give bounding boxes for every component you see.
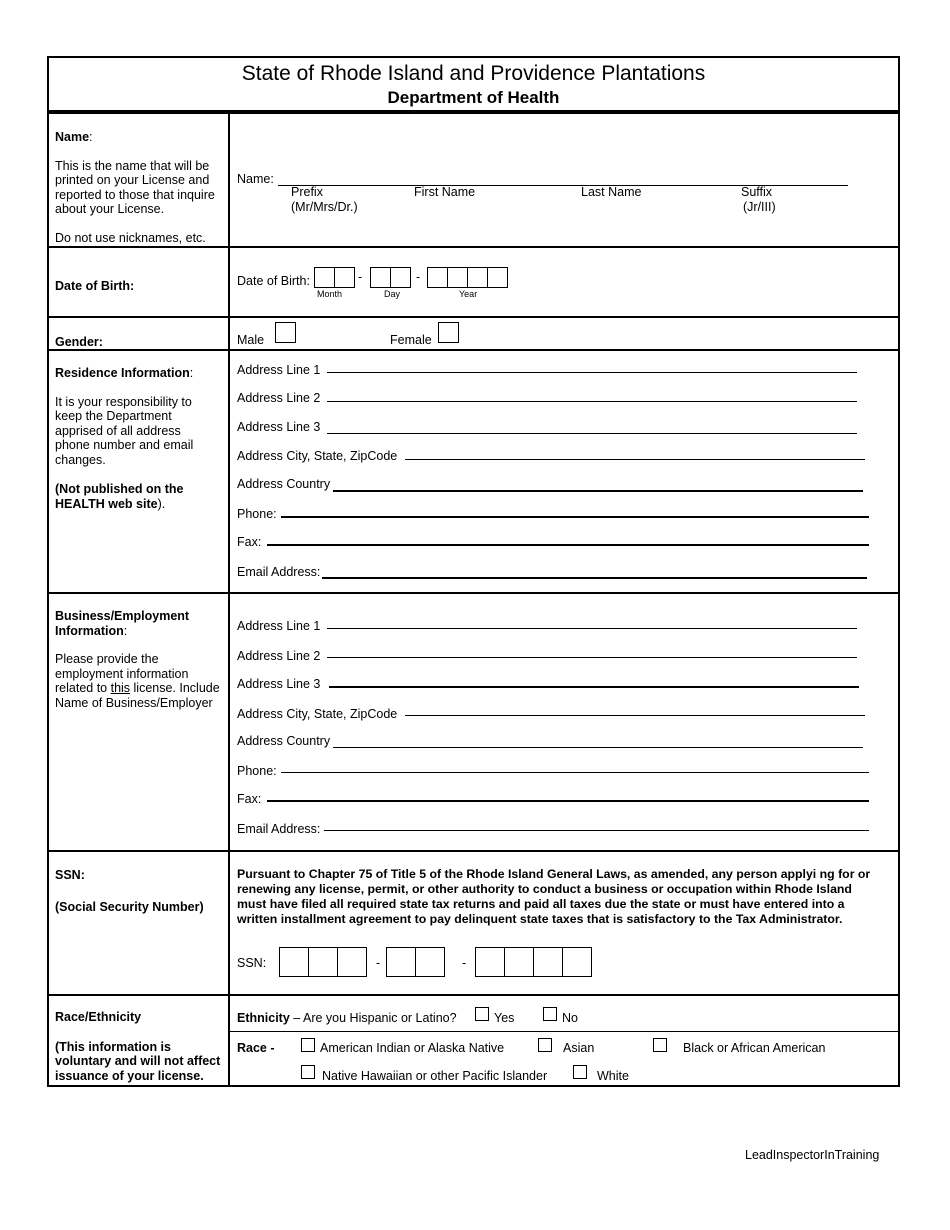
ssn-sep-1: -: [376, 956, 381, 970]
business-heading-1: Business/Employment: [55, 609, 190, 623]
application-form: [47, 56, 900, 1087]
ssn-label-cell: [49, 852, 230, 994]
res-address-line-3-input[interactable]: [327, 433, 857, 434]
dob-field-label: Date of Birth:: [237, 274, 310, 288]
suffix-hint: (Jr/III): [743, 200, 776, 214]
name-label-cell: [49, 114, 230, 246]
ethnicity-label: Ethnicity: [237, 1011, 290, 1025]
dob-field-cell: [230, 248, 898, 316]
race-asian-checkbox[interactable]: [538, 1038, 552, 1052]
race-asian-label: Asian: [563, 1041, 595, 1055]
bus-country-label: Address Country: [237, 734, 331, 748]
business-desc-4: Name of Business/Employer: [55, 695, 213, 710]
bus-city-input[interactable]: [405, 715, 865, 716]
residence-desc-4: phone number and email: [55, 438, 194, 452]
ssn-field-label: SSN:: [237, 956, 267, 970]
bus-phone-label: Phone:: [237, 764, 277, 778]
bus-address-line-2-input[interactable]: [327, 657, 857, 658]
ssn-box-8[interactable]: [533, 947, 563, 977]
business-desc-2: employment information: [55, 666, 189, 681]
name-desc-4: about your License.: [55, 202, 165, 216]
department-title: Department of Health: [387, 88, 560, 107]
dob-year-caption: Year: [459, 289, 478, 299]
ethnicity-q: – Are you Hispanic or Latino?: [289, 1011, 457, 1025]
residence-note-2: HEALTH web site: [55, 496, 158, 511]
dob-year-box-2[interactable]: [447, 267, 468, 288]
ssn-box-2[interactable]: [308, 947, 338, 977]
ssn-notice-line-4: written installment agreement to pay delinquent state taxes that is satisfactory to the Tax Administrator.: [237, 912, 843, 926]
ssn-row: [49, 850, 898, 994]
dob-month-box-2[interactable]: [334, 267, 355, 288]
bus-address-line-1-label: Address Line 1: [237, 619, 321, 633]
dob-row: [49, 246, 898, 316]
name-heading-colon: :: [89, 130, 93, 144]
race-pacific-islander-checkbox[interactable]: [301, 1065, 315, 1079]
dob-day-caption: Day: [384, 289, 401, 299]
race-label-cell: [49, 996, 230, 1087]
state-title: State of Rhode Island and Providence Plantations: [241, 62, 706, 85]
male-label: Male: [237, 333, 265, 347]
bus-country-input[interactable]: [333, 747, 863, 748]
bus-fax-label: Fax:: [237, 792, 262, 806]
residence-desc-1: It is your responsibility to: [55, 394, 192, 409]
race-heading: Race/Ethnicity: [55, 1010, 142, 1024]
ssn-box-4[interactable]: [386, 947, 416, 977]
dob-month-caption: Month: [317, 289, 343, 299]
dob-heading: Date of Birth:: [55, 279, 135, 293]
first-name-label: First Name: [414, 185, 476, 199]
name-desc-1: This is the name that will be: [55, 158, 210, 173]
res-address-line-2-label: Address Line 2: [237, 391, 321, 405]
race-american-indian-label: American Indian or Alaska Native: [320, 1041, 505, 1055]
ethnicity-yes-checkbox[interactable]: [475, 1007, 489, 1021]
dob-sep-2: -: [416, 270, 421, 284]
race-row: [49, 994, 898, 1087]
ssn-box-1[interactable]: [279, 947, 309, 977]
bus-address-line-1-input[interactable]: [327, 628, 857, 629]
race-american-indian-checkbox[interactable]: [301, 1038, 315, 1052]
name-desc-2: printed on your License and: [55, 173, 210, 187]
bus-address-line-3-input[interactable]: [329, 686, 859, 688]
ssn-heading: SSN:: [55, 868, 85, 882]
gender-row: [49, 316, 898, 349]
business-row: [49, 592, 898, 850]
bus-email-input[interactable]: [324, 830, 869, 831]
bus-fax-input[interactable]: [267, 800, 869, 802]
res-address-line-1-input[interactable]: [327, 372, 857, 373]
residence-desc-3: apprised of all address: [55, 423, 181, 438]
ssn-box-3[interactable]: [337, 947, 367, 977]
ssn-box-9[interactable]: [562, 947, 592, 977]
res-city-input[interactable]: [405, 459, 865, 460]
residence-label-cell: [49, 351, 230, 592]
residence-note-1: (Not published on the: [55, 482, 184, 496]
bus-city-label: Address City, State, ZipCode: [237, 707, 398, 721]
dob-year-box-4[interactable]: [487, 267, 508, 288]
res-address-line-1-label: Address Line 1: [237, 363, 321, 377]
ssn-box-7[interactable]: [504, 947, 534, 977]
business-field-cell: [230, 594, 898, 850]
res-email-input[interactable]: [322, 577, 867, 579]
ssn-notice-line-2: renewing any license, permit, or other authority to conduct a business or occupation within Rhode Island: [237, 882, 852, 896]
residence-row: [49, 349, 898, 592]
res-address-line-2-input[interactable]: [327, 401, 857, 402]
ssn-notice-line-1: Pursuant to Chapter 75 of Title 5 of the Rhode Island General Laws, as amended, any person applyi ng for or: [237, 867, 871, 881]
gender-label-cell: [49, 318, 230, 349]
residence-note-2-end: ).: [157, 496, 166, 511]
race-note-2: voluntary and will not affect: [55, 1054, 221, 1068]
ethnicity-no-label: No: [562, 1011, 578, 1025]
business-desc-3a: related to: [55, 681, 111, 695]
res-phone-input[interactable]: [281, 516, 869, 518]
residence-heading-colon: :: [189, 366, 194, 380]
bus-address-line-2-label: Address Line 2: [237, 649, 321, 663]
ssn-box-5[interactable]: [415, 947, 445, 977]
ethnicity-question: [237, 1011, 457, 1025]
male-checkbox[interactable]: [275, 322, 296, 343]
name-note: Do not use nicknames, etc.: [55, 230, 206, 245]
female-label: Female: [390, 333, 432, 347]
res-phone-label: Phone:: [237, 507, 277, 521]
residence-heading: Residence Information: [55, 366, 190, 380]
ssn-box-6[interactable]: [475, 947, 505, 977]
dob-day-box-1[interactable]: [370, 267, 391, 288]
business-heading-2: Information: [55, 623, 124, 638]
name-row: [49, 114, 898, 246]
ssn-notice-line-3: must have filed all required state tax returns and paid all taxes due the state or must have entered into a: [237, 897, 845, 911]
res-city-label: Address City, State, ZipCode: [237, 449, 398, 463]
form-header: [49, 58, 898, 114]
race-field-cell: [230, 996, 898, 1087]
business-label-cell: [49, 594, 230, 850]
ethnicity-subrow: [230, 996, 898, 1032]
prefix-label: Prefix: [291, 185, 323, 199]
business-desc-3c: license. Include: [130, 681, 220, 695]
ssn-field-cell: [230, 852, 898, 994]
gender-field-cell: [230, 318, 898, 349]
business-heading-colon: :: [123, 623, 128, 638]
form-code: LeadInspectorInTraining: [745, 1148, 880, 1162]
race-black-label: Black or African American: [683, 1041, 826, 1055]
bus-email-label: Email Address:: [237, 822, 321, 836]
dob-label-cell: [49, 248, 230, 316]
dob-month-box-1[interactable]: [314, 267, 335, 288]
residence-desc-2: keep the Department: [55, 409, 172, 423]
suffix-label: Suffix: [741, 185, 773, 199]
res-country-input[interactable]: [333, 490, 863, 492]
business-desc-1: Please provide the: [55, 652, 159, 666]
female-checkbox[interactable]: [438, 322, 459, 343]
ethnicity-no-checkbox[interactable]: [543, 1007, 557, 1021]
name-heading: Name: [55, 130, 90, 144]
dob-sep-1: -: [358, 270, 363, 284]
residence-field-cell: [230, 351, 898, 592]
last-name-label: Last Name: [581, 185, 642, 199]
business-desc-3b: this: [110, 681, 131, 695]
race-black-checkbox[interactable]: [653, 1038, 667, 1052]
race-note-1: (This information is: [55, 1039, 171, 1054]
name-field-cell: [230, 114, 898, 246]
race-note-3: issuance of your license.: [55, 1068, 204, 1083]
race-white-checkbox[interactable]: [573, 1065, 587, 1079]
res-email-label: Email Address:: [237, 565, 321, 579]
ethnicity-yes-label: Yes: [494, 1011, 515, 1025]
dob-year-box-1[interactable]: [427, 267, 448, 288]
race-label: Race -: [237, 1041, 275, 1055]
dob-year-box-3[interactable]: [467, 267, 488, 288]
res-address-line-3-label: Address Line 3: [237, 420, 321, 434]
residence-desc-5: changes.: [55, 452, 106, 467]
ssn-subheading: (Social Security Number): [55, 899, 204, 914]
ssn-tax-notice: [237, 867, 870, 927]
dob-day-box-2[interactable]: [390, 267, 411, 288]
race-white-label: White: [597, 1069, 629, 1083]
res-fax-label: Fax:: [237, 535, 262, 549]
race-pacific-islander-label: Native Hawaiian or other Pacific Islander: [322, 1069, 548, 1083]
name-desc-3: reported to those that inquire: [55, 187, 215, 202]
name-field-label: Name:: [237, 172, 274, 186]
prefix-hint: (Mr/Mrs/Dr.): [291, 200, 358, 214]
bus-phone-input[interactable]: [281, 772, 869, 773]
res-fax-input[interactable]: [267, 544, 869, 546]
bus-address-line-3-label: Address Line 3: [237, 677, 321, 691]
gender-heading: Gender:: [55, 335, 103, 349]
res-country-label: Address Country: [237, 477, 331, 491]
ssn-sep-2: -: [462, 956, 467, 970]
